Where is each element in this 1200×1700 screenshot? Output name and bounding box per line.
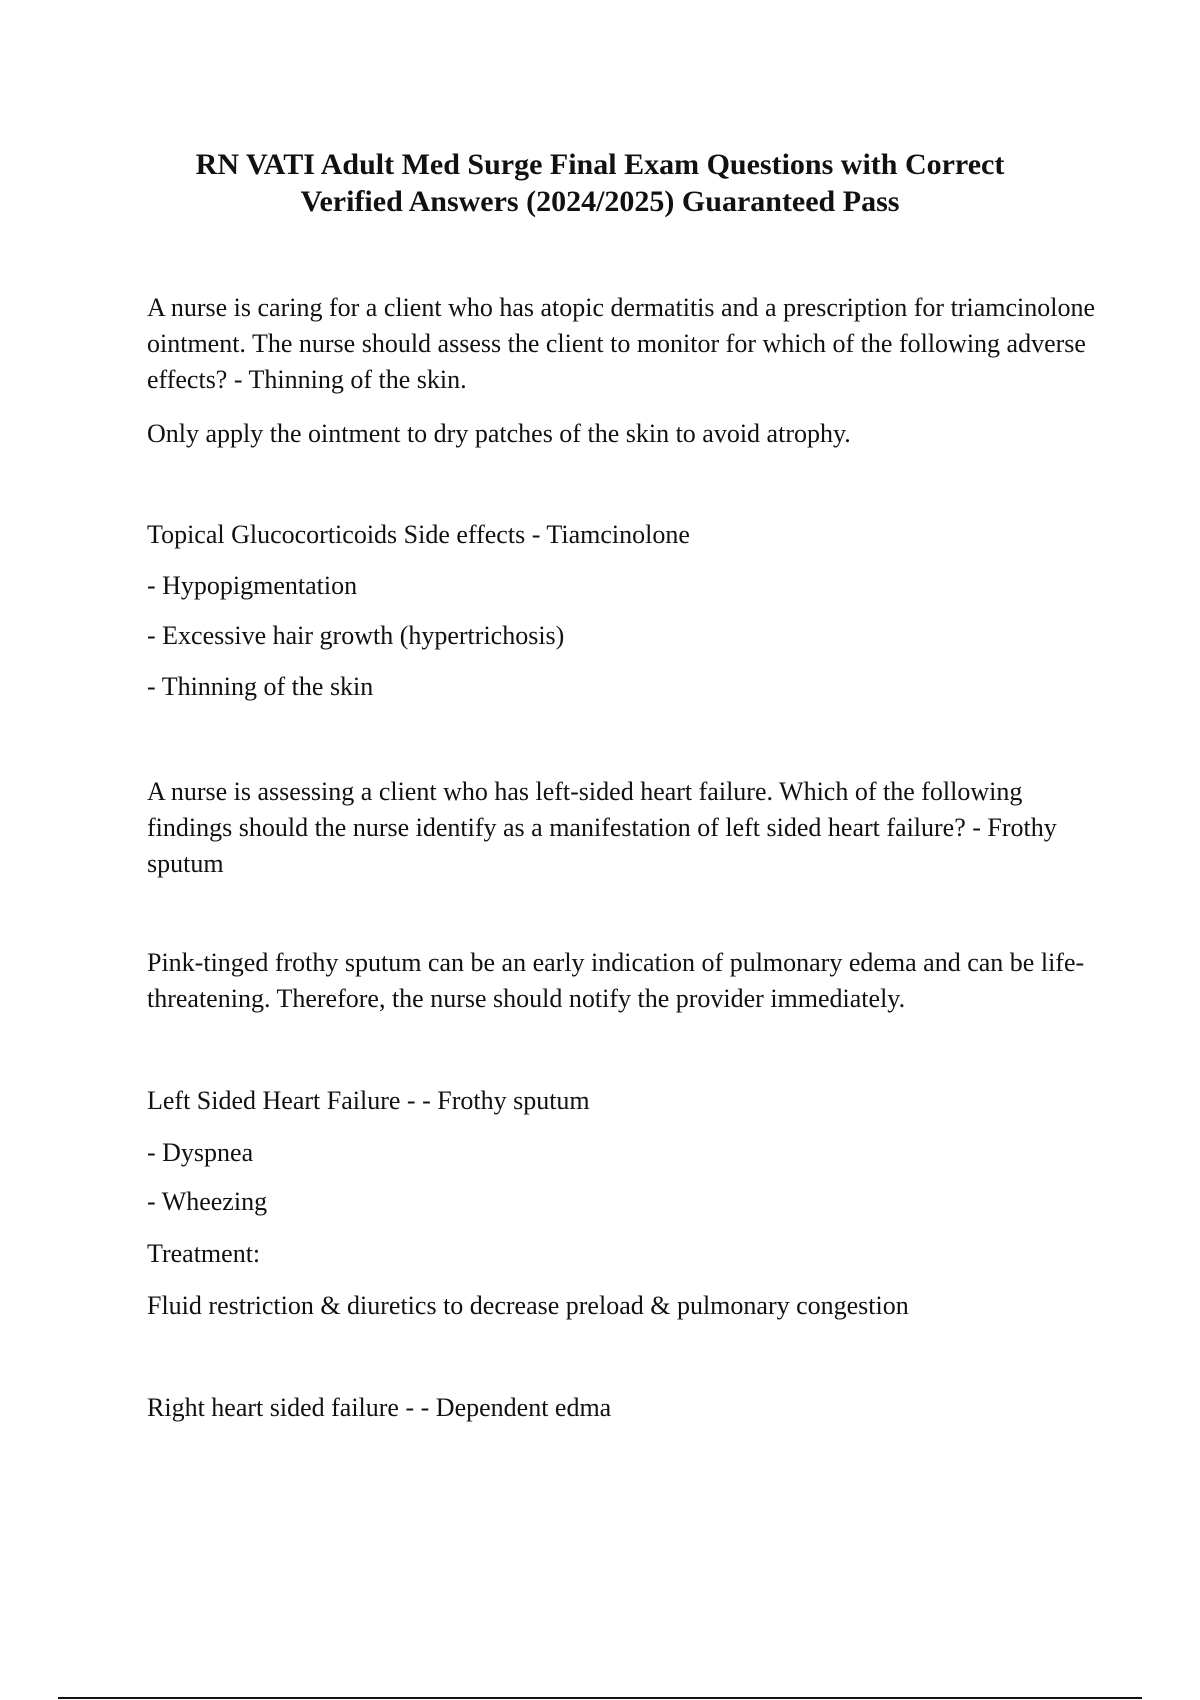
question-1: A nurse is caring for a client who has atopic dermatitis and a prescription for triamcinolone ointment. The nurse should assess the client to monitor for which of the following adverse effects? - Thinning of the skin. — [147, 293, 1095, 394]
document-title — [100, 146, 1100, 220]
rationale-2: Pink-tinged frothy sputum can be an early indication of pulmonary edema and can be life-threatening. Therefore, the nurse should notify the provider immediately. — [147, 948, 1085, 1013]
card-1-item: - Thinning of the skin — [147, 672, 374, 701]
card-3-heading: Right heart sided failure - - Dependent edma — [147, 1393, 612, 1422]
card-2-item: - Dyspnea — [147, 1138, 254, 1167]
title-line-1: RN VATI Adult Med Surge Final Exam Questions with Correct — [195, 148, 1005, 181]
card-2-heading: Left Sided Heart Failure - - Frothy sputum — [147, 1086, 590, 1115]
card-1-item: - Hypopigmentation — [147, 571, 358, 600]
card-1-heading: Topical Glucocorticoids Side effects - Tiamcinolone — [147, 520, 690, 549]
card-2-treatment-label: Treatment: — [147, 1239, 261, 1268]
rationale-1: Only apply the ointment to dry patches of the skin to avoid atrophy. — [147, 419, 851, 448]
card-1-item: - Excessive hair growth (hypertrichosis) — [147, 621, 565, 650]
title-line-2: Verified Answers (2024/2025) Guaranteed Pass — [300, 185, 900, 218]
question-2: A nurse is assessing a client who has left-sided heart failure. Which of the following findings should the nurse identify as a manifestation of left sided heart failure? - Frothy sputum — [147, 777, 1057, 878]
card-2-item: - Wheezing — [147, 1187, 268, 1216]
card-2-treatment: Fluid restriction & diuretics to decrease preload & pulmonary congestion — [147, 1291, 909, 1320]
footer-divider — [58, 1697, 1142, 1699]
